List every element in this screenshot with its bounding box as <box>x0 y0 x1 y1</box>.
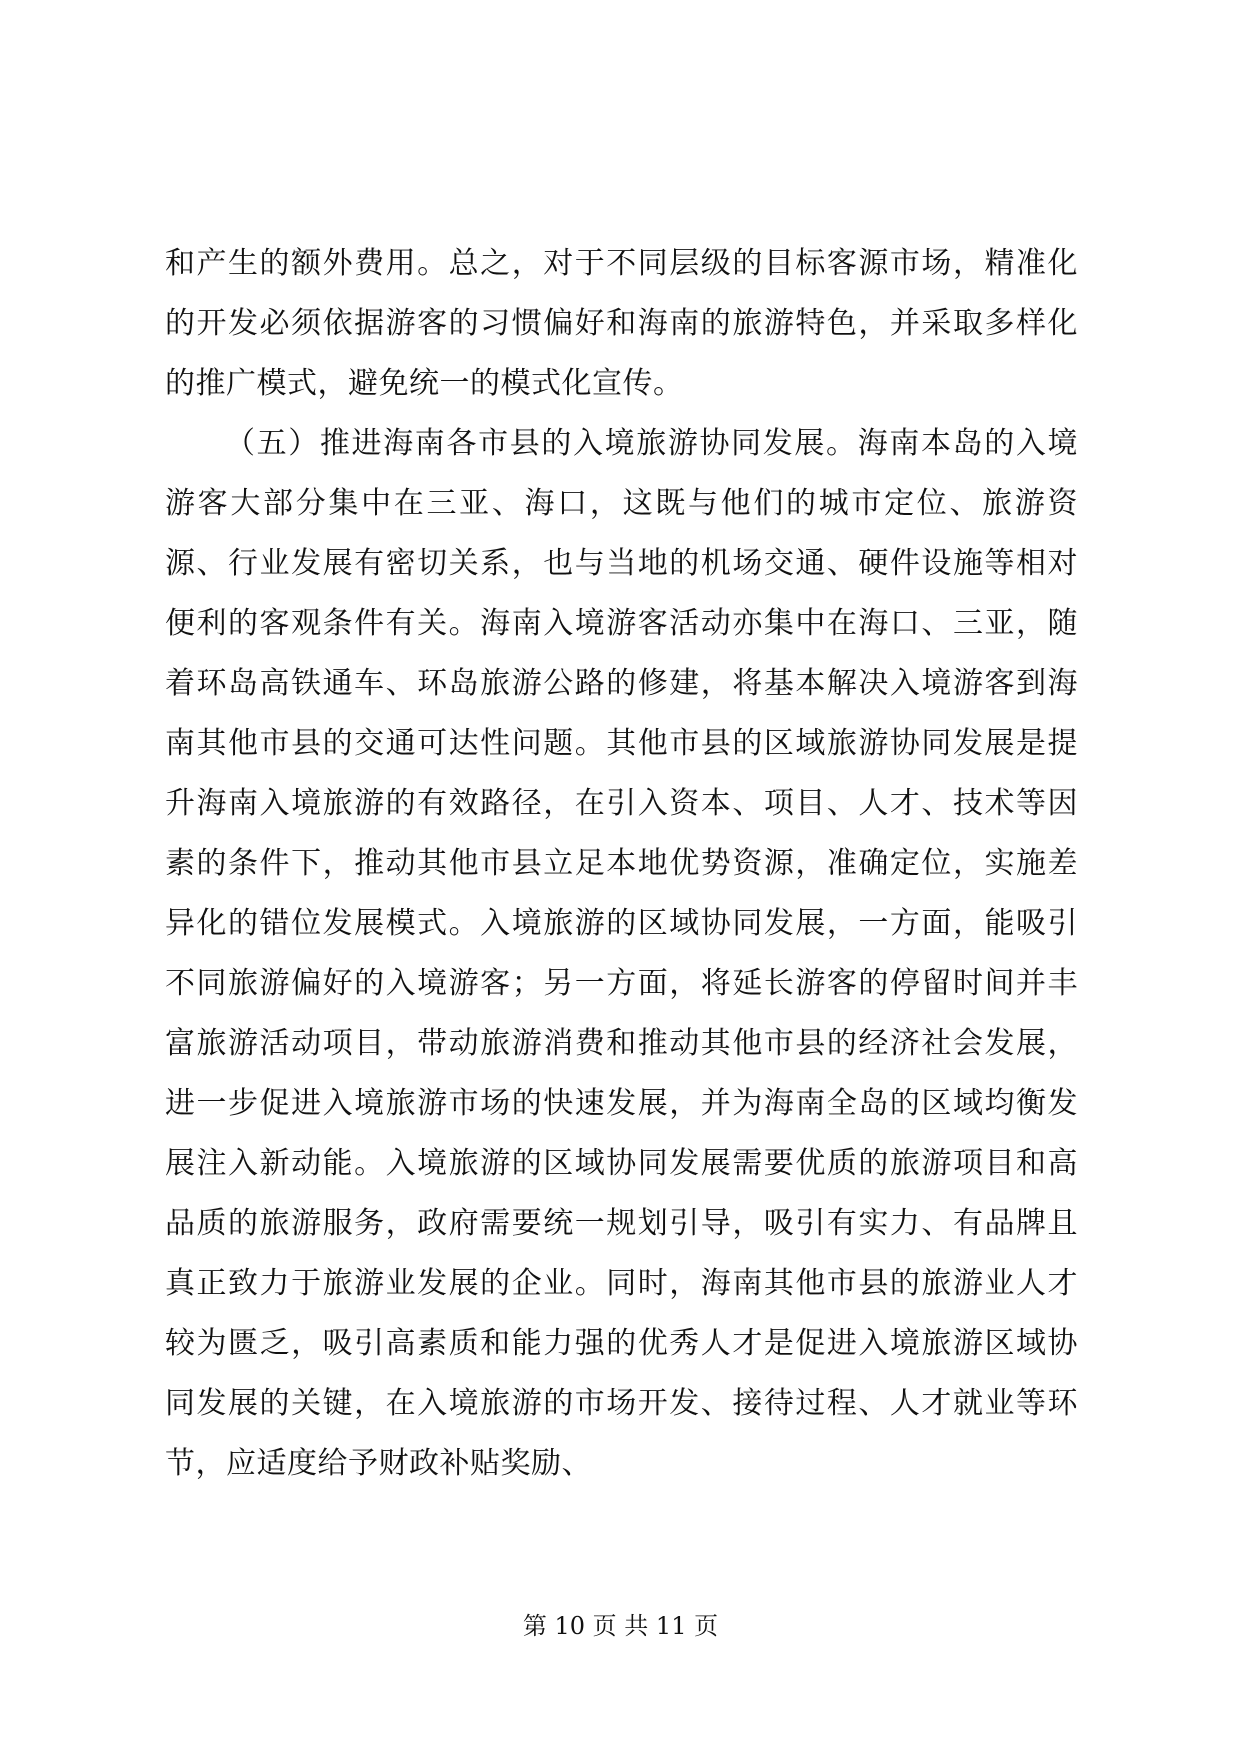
page-footer: 第 10 页 共 11 页 <box>522 1612 719 1640</box>
paragraph-continuation: 和产生的额外费用。总之，对于不同层级的目标客源市场，精准化的开发必须依据游客的习惯偏好和海南的旅游特色，并采取多样化的推广模式，避免统一的模式化宣传。 <box>165 246 1078 401</box>
paragraph-section-5: （五）推进海南各市县的入境旅游协同发展。海南本岛的入境游客大部分集中在三亚、海口，这既与他们的城市定位、旅游资源、行业发展有密切关系，也与当地的机场交通、硬件设施等相对便利的客观条件有关。海南入境游客活动亦集中在海口、三亚，随着环岛高铁通车、环岛旅游公路的修建，将基本解决入境游客到海南其他市县的交通可达性问题。其他市县的区域旅游协同发展是提升海南入境旅游的有效路径，在引入资本、项目、人才、技术等因素的条件下，推动其他市县立足本地优势资源，准确定位，实施差异化的错位发展模式。入境旅游的区域协同发展，一方面，能吸引不同旅游偏好的入境游客；另一方面，将延长游客的停留时间并丰富旅游活动项目，带动旅游消费和推动其他市县的经济社会发展，进一步促进入境旅游市场的快速发展，并为海南全岛的区域均衡发展注入新动能。入境旅游的区域协同发展需要优质的旅游项目和高品质的旅游服务，政府需要统一规划引导，吸引有实力、有品牌且真正致力于旅游业发展的企业。同时，海南其他市县的旅游业人才较为匮乏，吸引高素质和能力强的优秀人才是促进入境旅游区域协同发展的关键，在入境旅游的市场开发、接待过程、人才就业等环节，应适度给予财政补贴奖励、 <box>165 426 1078 1481</box>
body-text <box>165 234 1078 1494</box>
